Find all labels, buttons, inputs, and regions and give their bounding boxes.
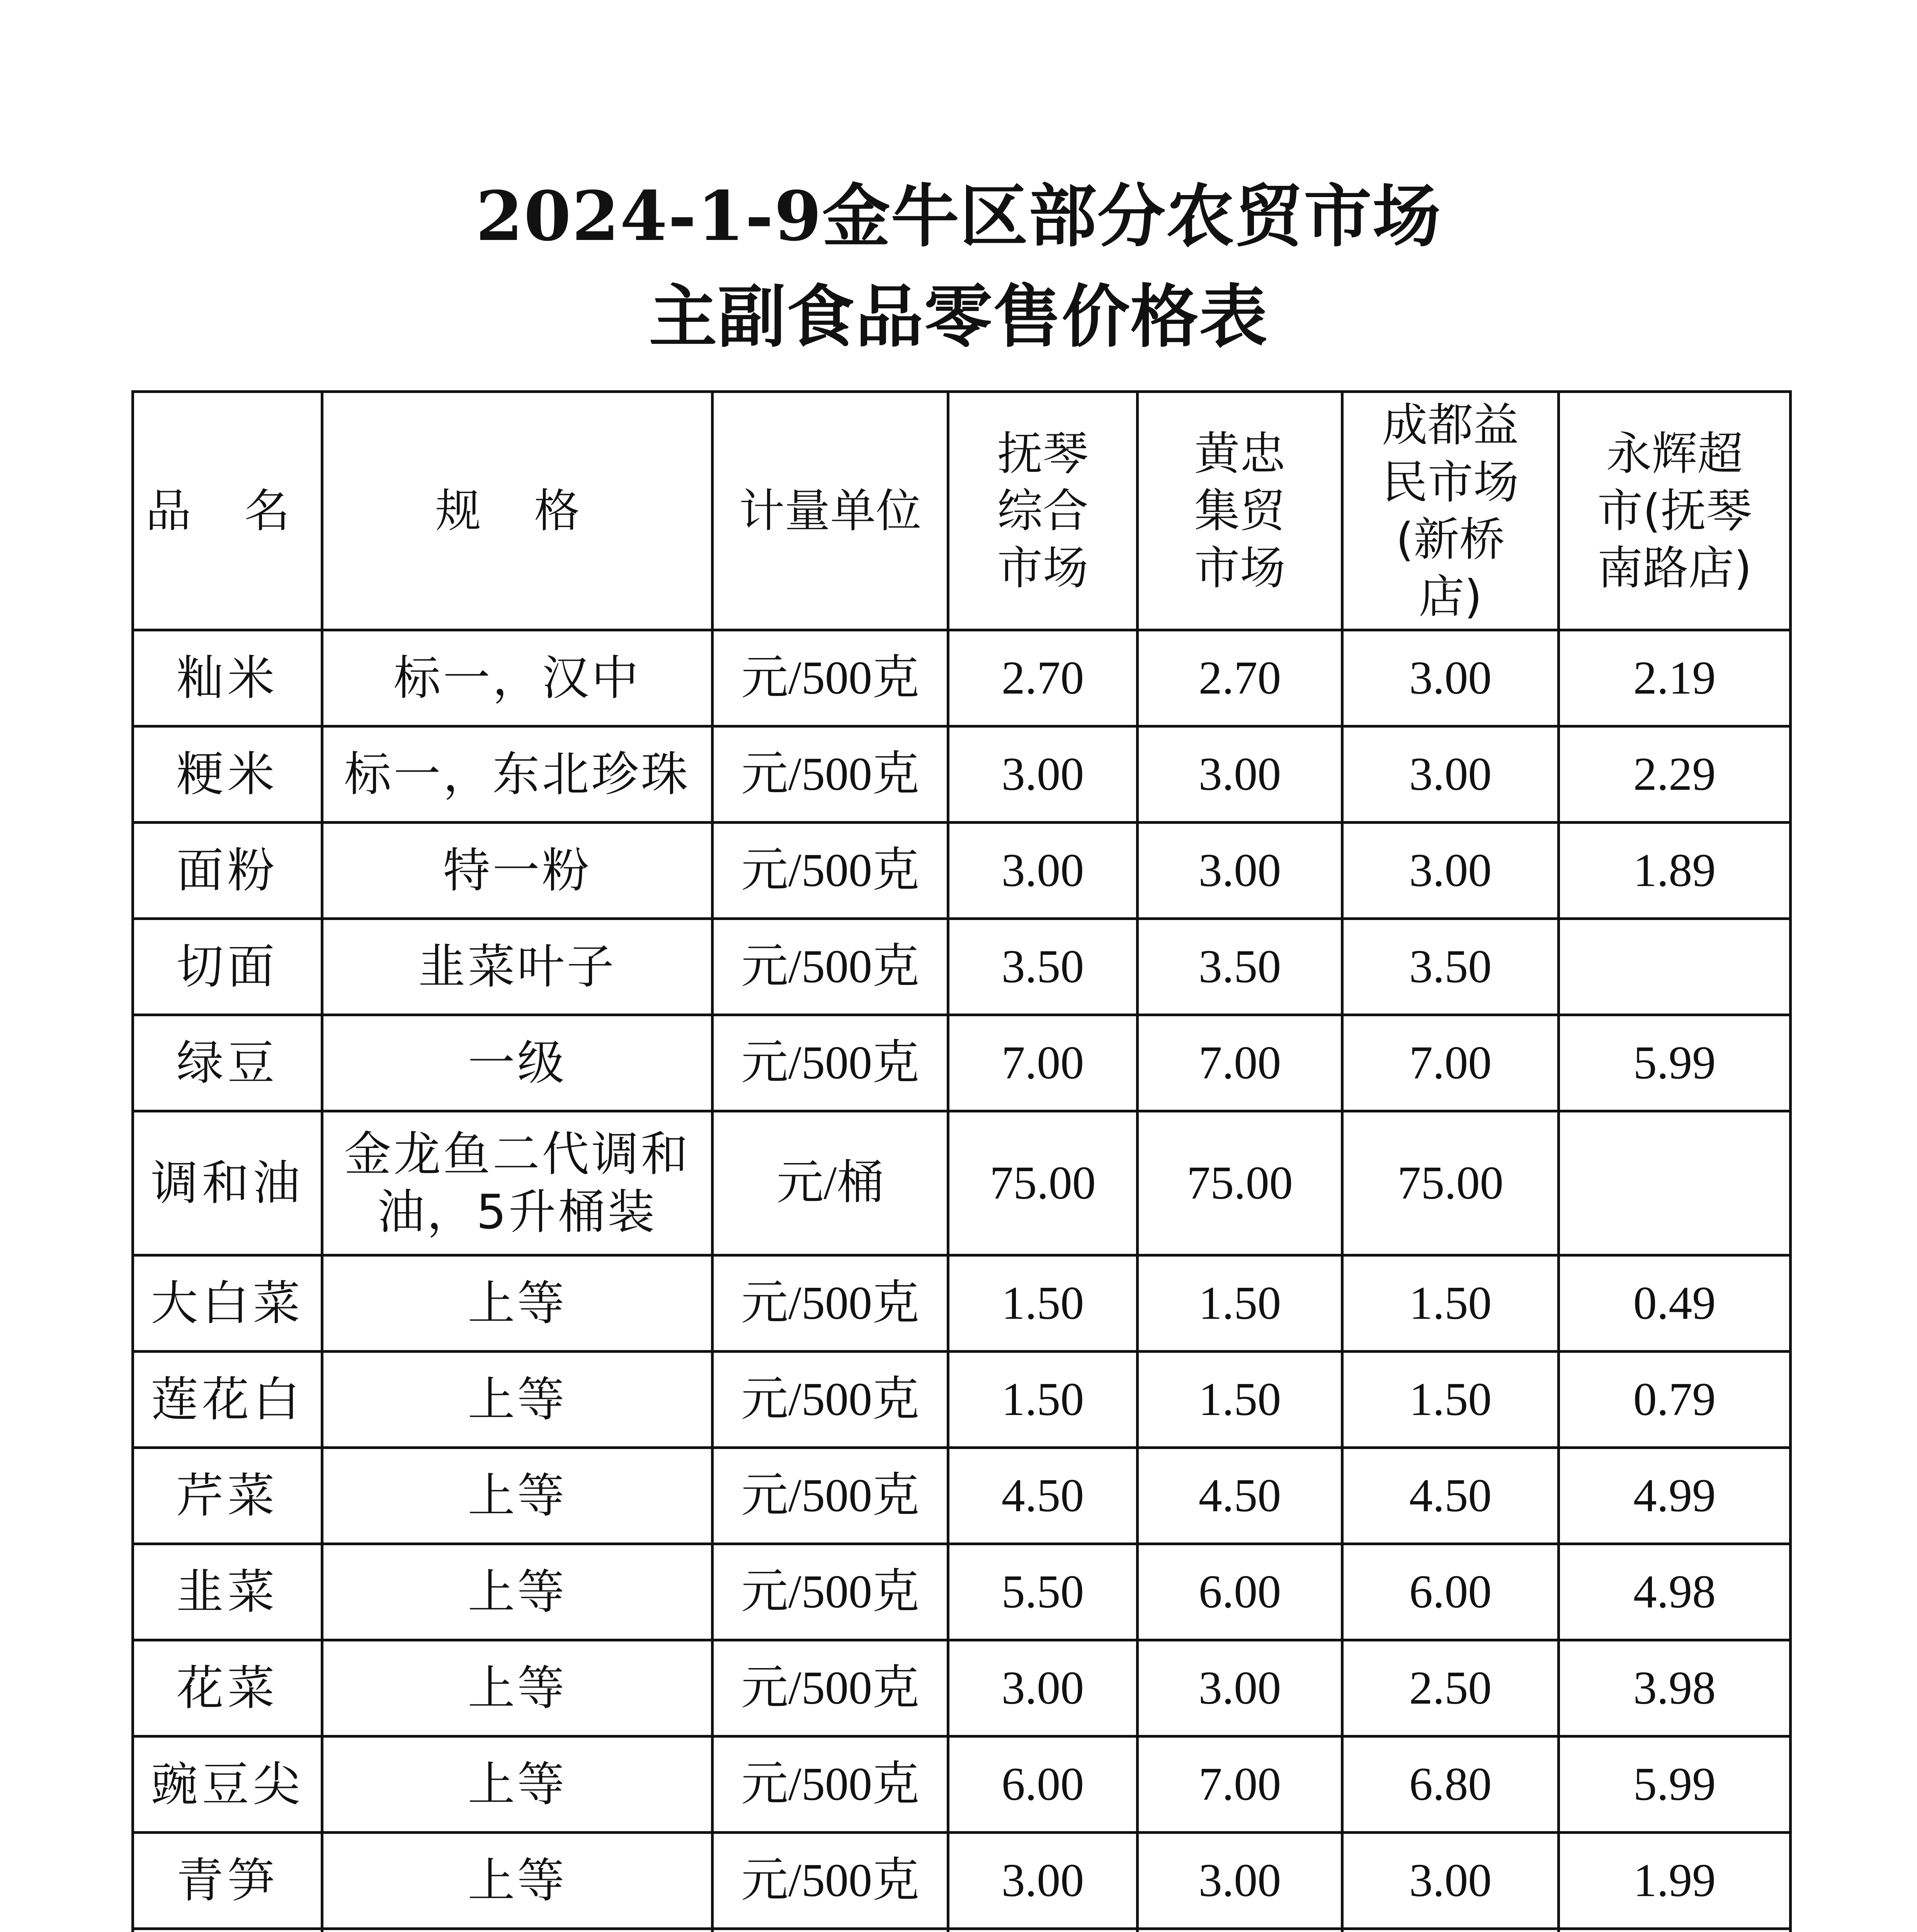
cell-product-name: 芹菜: [133, 1448, 322, 1544]
cell-price-yonghui: 5.99: [1559, 1015, 1791, 1111]
cell-spec: 一级: [322, 1015, 713, 1111]
table-row: [133, 726, 1791, 823]
cell-spec: 上等: [322, 1448, 713, 1544]
page-title-line2: 主副食品零售价格表: [649, 277, 1268, 357]
price-table: [131, 390, 1792, 1932]
cell-spec: 上等: [322, 1736, 713, 1833]
cell-price-fuqin: [948, 1929, 1138, 1932]
cell-price-huangzhong: 3.00: [1138, 726, 1342, 823]
cell-price-yimin: 6.00: [1342, 1544, 1559, 1640]
cell-price-yimin: 1.50: [1342, 1255, 1559, 1352]
cell-price-fuqin: 3.00: [948, 726, 1138, 823]
cell-price-yonghui: 4.98: [1559, 1544, 1791, 1640]
cell-price-huangzhong: 2.70: [1138, 630, 1342, 726]
table-row: [133, 1544, 1791, 1640]
cell-price-fuqin: 3.00: [948, 1833, 1138, 1929]
cell-price-yonghui: 3.98: [1559, 1640, 1791, 1736]
table-row: [133, 1111, 1791, 1255]
cell-unit: 元/500克: [713, 1833, 948, 1929]
table-header-row: [133, 392, 1791, 630]
cell-spec: 标一，东北珍珠: [322, 726, 713, 823]
cell-price-yonghui: 5.99: [1559, 1736, 1791, 1833]
cell-product-name: 绿豆: [133, 1015, 322, 1111]
column-header-market-fuqin: 抚琴综合市场: [948, 392, 1138, 630]
cell-unit: 元/500克: [713, 1736, 948, 1833]
cell-spec: 上等: [322, 1255, 713, 1352]
cell-price-huangzhong: 7.00: [1138, 1736, 1342, 1833]
cell-unit: 元/500克: [713, 919, 948, 1015]
cell-product-name: 切面: [133, 919, 322, 1015]
cell-product-name: 籼米: [133, 630, 322, 726]
cell-unit: 元/500克: [713, 1640, 948, 1736]
cell-unit: 元/500克: [713, 1544, 948, 1640]
page-title-line1: 2024-1-9金牛区部分农贸市场: [476, 176, 1441, 256]
column-header-market-yonghui: 永辉超市(抚琴南路店): [1559, 392, 1791, 630]
cell-price-yimin: 1.50: [1342, 1352, 1559, 1448]
cell-price-yimin: 75.00: [1342, 1111, 1559, 1255]
table-row: [133, 1015, 1791, 1111]
cell-price-huangzhong: 3.00: [1138, 1833, 1342, 1929]
cell-price-fuqin: 5.50: [948, 1544, 1138, 1640]
cell-product-name: 调和油: [133, 1111, 322, 1255]
cell-price-huangzhong: [1138, 1929, 1342, 1932]
column-header-market-yimin: 成都益民市场(新桥店): [1342, 392, 1559, 630]
cell-spec: 上等: [322, 1544, 713, 1640]
cell-unit: 元/500克: [713, 1352, 948, 1448]
cell-price-yimin: 3.00: [1342, 823, 1559, 919]
cell-product-name: 豌豆尖: [133, 1736, 322, 1833]
cell-price-huangzhong: 3.00: [1138, 1640, 1342, 1736]
cell-price-yonghui: 0.49: [1559, 1255, 1791, 1352]
cell-price-yimin: 3.00: [1342, 630, 1559, 726]
cell-product-name: 韭菜: [133, 1544, 322, 1640]
cell-unit: 元/500克: [713, 1255, 948, 1352]
table-row: [133, 1640, 1791, 1736]
cell-price-huangzhong: 1.50: [1138, 1255, 1342, 1352]
cell-price-yonghui: 1.89: [1559, 823, 1791, 919]
cell-price-fuqin: 1.50: [948, 1255, 1138, 1352]
cell-price-fuqin: 6.00: [948, 1736, 1138, 1833]
cell-price-huangzhong: 6.00: [1138, 1544, 1342, 1640]
cell-spec: 上等: [322, 1833, 713, 1929]
table-row: [133, 1448, 1791, 1544]
cell-price-yonghui: [1559, 1111, 1791, 1255]
cell-product-name: 面粉: [133, 823, 322, 919]
cell-product-name: 大白菜: [133, 1255, 322, 1352]
cell-spec: 上等: [322, 1352, 713, 1448]
cell-price-yonghui: [1559, 1929, 1791, 1932]
cell-unit: 元/500克: [713, 1015, 948, 1111]
cell-price-huangzhong: 3.00: [1138, 823, 1342, 919]
column-header-spec: 规 格: [322, 392, 713, 630]
cell-product-name: [133, 1929, 322, 1932]
cell-unit: 元/500克: [713, 630, 948, 726]
cell-price-fuqin: 7.00: [948, 1015, 1138, 1111]
cell-price-yimin: 7.00: [1342, 1015, 1559, 1111]
cell-price-fuqin: 75.00: [948, 1111, 1138, 1255]
cell-price-huangzhong: 4.50: [1138, 1448, 1342, 1544]
cell-unit: [713, 1929, 948, 1932]
cell-unit: 元/500克: [713, 1448, 948, 1544]
cell-price-yimin: 2.50: [1342, 1640, 1559, 1736]
cell-price-yonghui: 0.79: [1559, 1352, 1791, 1448]
table-row: [133, 919, 1791, 1015]
table-row: [133, 1929, 1791, 1932]
cell-spec: 韭菜叶子: [322, 919, 713, 1015]
cell-unit: 元/500克: [713, 726, 948, 823]
column-header-market-huangzhong: 黄忠集贸市场: [1138, 392, 1342, 630]
cell-product-name: 莲花白: [133, 1352, 322, 1448]
table-row: [133, 1255, 1791, 1352]
cell-unit: 元/500克: [713, 823, 948, 919]
column-header-unit: 计量单位: [713, 392, 948, 630]
cell-price-yimin: 3.00: [1342, 726, 1559, 823]
table-row: [133, 1736, 1791, 1833]
cell-price-fuqin: 3.00: [948, 823, 1138, 919]
cell-spec: [322, 1929, 713, 1932]
table-row: [133, 1352, 1791, 1448]
cell-unit: 元/桶: [713, 1111, 948, 1255]
cell-price-huangzhong: 75.00: [1138, 1111, 1342, 1255]
cell-price-yimin: [1342, 1929, 1559, 1932]
table-row: [133, 1833, 1791, 1929]
cell-price-fuqin: 3.50: [948, 919, 1138, 1015]
cell-spec: 特一粉: [322, 823, 713, 919]
cell-price-yimin: 3.50: [1342, 919, 1559, 1015]
cell-price-huangzhong: 7.00: [1138, 1015, 1342, 1111]
cell-price-fuqin: 4.50: [948, 1448, 1138, 1544]
cell-price-yonghui: 2.19: [1559, 630, 1791, 726]
cell-spec: 标一，汉中: [322, 630, 713, 726]
cell-spec: 金龙鱼二代调和油，5升桶装: [322, 1111, 713, 1255]
table-row: [133, 823, 1791, 919]
cell-price-fuqin: 2.70: [948, 630, 1138, 726]
cell-price-yonghui: 2.29: [1559, 726, 1791, 823]
cell-price-yonghui: 1.99: [1559, 1833, 1791, 1929]
cell-price-yimin: 3.00: [1342, 1833, 1559, 1929]
cell-price-yimin: 6.80: [1342, 1736, 1559, 1833]
table-row: [133, 630, 1791, 726]
cell-price-fuqin: 3.00: [948, 1640, 1138, 1736]
cell-price-yonghui: [1559, 919, 1791, 1015]
cell-price-huangzhong: 1.50: [1138, 1352, 1342, 1448]
cell-price-huangzhong: 3.50: [1138, 919, 1342, 1015]
cell-product-name: 青笋: [133, 1833, 322, 1929]
cell-product-name: 粳米: [133, 726, 322, 823]
cell-spec: 上等: [322, 1640, 713, 1736]
cell-product-name: 花菜: [133, 1640, 322, 1736]
cell-price-yimin: 4.50: [1342, 1448, 1559, 1544]
column-header-name: 品 名: [133, 392, 322, 630]
cell-price-yonghui: 4.99: [1559, 1448, 1791, 1544]
cell-price-fuqin: 1.50: [948, 1352, 1138, 1448]
